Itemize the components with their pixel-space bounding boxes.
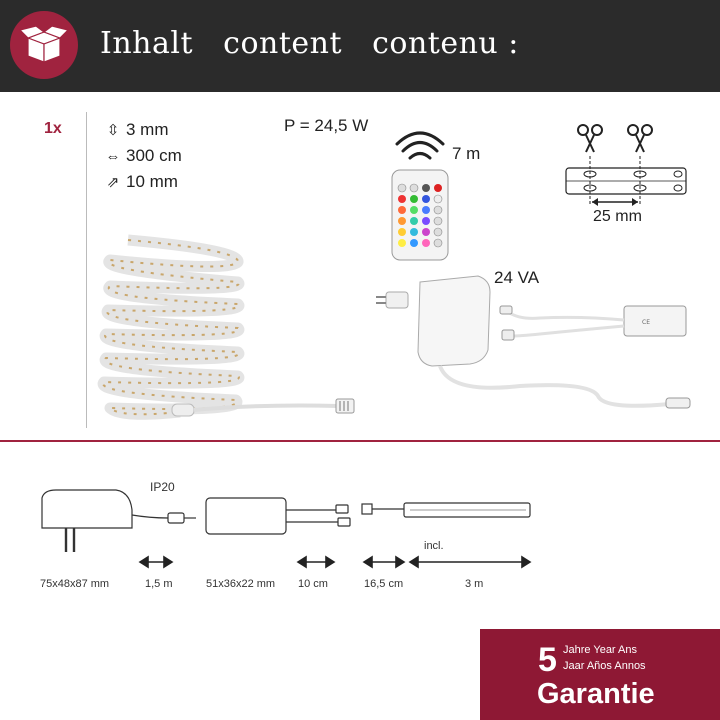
guarantee-word: Garantie xyxy=(537,678,655,710)
power-adapter xyxy=(376,276,690,408)
svg-text:CE: CE xyxy=(642,319,650,326)
cable2-length-label: 10 cm xyxy=(298,578,328,590)
dimension-drawings xyxy=(42,490,530,552)
guarantee-years-text-2: Jaar Años Annos xyxy=(563,660,646,672)
remote-range-label: 7 m xyxy=(452,144,481,163)
guarantee-years-number: 5 xyxy=(538,641,557,679)
quantity-label: 1x xyxy=(44,120,62,137)
spec-value: 300 cm xyxy=(126,146,182,165)
diagonal-arrow-icon: ⇗ xyxy=(106,174,120,191)
ip-rating-label: IP20 xyxy=(150,480,175,494)
cable1-length-label: 1,5 m xyxy=(145,578,173,590)
connector-length-label: 16,5 cm xyxy=(364,578,404,590)
scissors-icon xyxy=(628,125,652,152)
page-title: Inhalt content contenu : xyxy=(100,26,519,61)
dimension-arrows xyxy=(140,557,530,567)
height-arrows-icon: ⇳ xyxy=(106,122,120,139)
scissors-icon xyxy=(578,125,602,152)
guarantee-years-text: Jahre Year Ans xyxy=(563,644,638,656)
controller-box xyxy=(500,306,686,340)
transformer-rating-label: 24 VA xyxy=(494,268,540,287)
length-arrows-icon: ⇔ xyxy=(105,147,121,165)
strip-length-label: 3 m xyxy=(465,578,484,590)
spec-value: 10 mm xyxy=(126,172,178,191)
spec-value: 3 mm xyxy=(126,120,169,139)
led-strip-coil xyxy=(103,240,354,416)
cut-diagram xyxy=(566,125,686,206)
driver-size-label: 75x48x87 mm xyxy=(40,578,110,590)
cut-interval-label: 25 mm xyxy=(593,208,642,225)
remote-control xyxy=(392,170,448,260)
wireless-signal-icon xyxy=(397,133,443,158)
section-divider xyxy=(0,440,720,442)
power-label: P = 24,5 W xyxy=(284,116,369,135)
included-label: incl. xyxy=(424,540,444,552)
controller-size-label: 51x36x22 mm xyxy=(206,578,276,590)
